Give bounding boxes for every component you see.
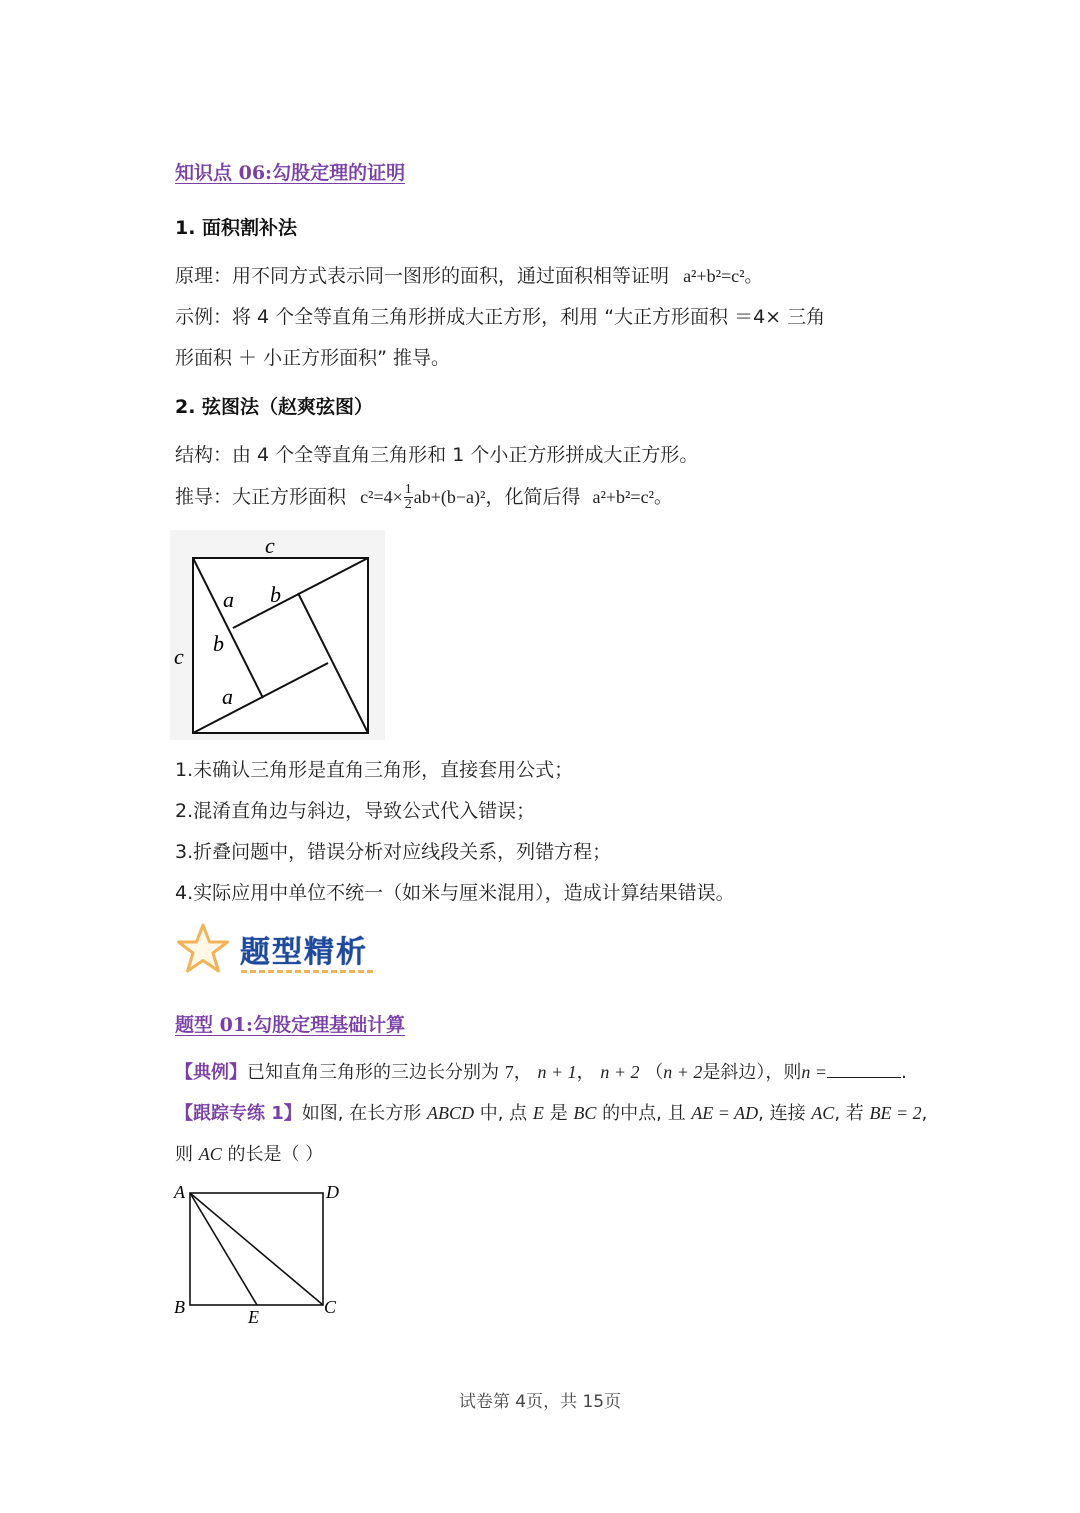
example-side-1: 7 xyxy=(504,1062,514,1082)
derivation-text: 推导：大正方形面积 xyxy=(175,486,347,508)
example-text-a: 已知直角三角形的三边长分别为 xyxy=(247,1062,499,1083)
practice-text-b: 中, 点 xyxy=(479,1103,528,1124)
practice-text-f: , 若 xyxy=(834,1103,864,1124)
point-e: E xyxy=(248,1307,259,1327)
practice-rect-name: ABCD xyxy=(426,1103,474,1123)
derivation-formula-b: ab+(b−a)² xyxy=(413,487,486,507)
vertex-a: A xyxy=(174,1182,185,1202)
method1-heading: 1. 面积割补法 xyxy=(175,217,298,239)
method1-example-line1: 示例：将 4 个全等直角三角形拼成大正方形，利用 “大正方形面积 ＝4× 三角 xyxy=(175,306,826,328)
section-title: 题型精析 xyxy=(240,935,368,970)
answer-blank[interactable] xyxy=(827,1061,901,1078)
mistake-item-2: 2.混淆直角边与斜边，导致公式代入错误； xyxy=(175,800,536,822)
practice-text-d: 的中点, 且 xyxy=(602,1103,686,1124)
mistake-item-4: 4.实际应用中单位不统一（如米与厘米混用），造成计算结果错误。 xyxy=(175,882,735,904)
star-icon xyxy=(175,922,231,976)
label-left-c: c xyxy=(174,644,184,669)
section-title-underline xyxy=(241,970,373,973)
practice-question-line2 xyxy=(175,1140,323,1166)
type01-title: 题型 01:勾股定理基础计算 xyxy=(175,1014,406,1036)
rectangle-abcd-figure xyxy=(170,1178,350,1328)
principle-text: 原理：用不同方式表示同一图形的面积，通过面积相等证明 xyxy=(175,265,670,287)
segment-ae xyxy=(190,1193,257,1305)
practice-question-line1 xyxy=(175,1099,927,1125)
fraction-denominator: 2 xyxy=(404,497,412,512)
method2-heading: 2. 弦图法（赵爽弦图） xyxy=(175,396,374,418)
example-text-b: （ xyxy=(645,1062,664,1083)
label-b-upper: b xyxy=(270,582,281,607)
practice-equation-2: BE = 2 xyxy=(869,1103,922,1123)
practice-equation-1: AE = AD xyxy=(691,1103,759,1123)
practice-text-i: 的长是（ ） xyxy=(227,1144,324,1165)
example-side-2: n + 1 xyxy=(537,1062,577,1082)
vertex-d: D xyxy=(326,1182,339,1202)
practice-point-e: E xyxy=(532,1103,544,1123)
one-half-fraction xyxy=(404,483,413,512)
mistake-item-3: 3.折叠问题中，错误分析对应线段关系，列错方程； xyxy=(175,841,612,863)
method2-derivation xyxy=(175,482,672,512)
method1-principle xyxy=(175,261,763,288)
label-a-lower: a xyxy=(222,684,233,709)
derivation-result: a²+b²=c²。 xyxy=(592,487,672,507)
page-footer: 试卷第 4页，共 15页 xyxy=(458,1392,622,1412)
vertex-c: C xyxy=(324,1297,337,1317)
label-a-upper: a xyxy=(223,587,234,612)
practice-text-e: , 连接 xyxy=(758,1103,806,1124)
example-tag: 【典例】 xyxy=(175,1062,247,1083)
method1-example-line2: 形面积 ＋ 小正方形面积” 推导。 xyxy=(175,347,450,369)
example-question: 【典例】已知直角三角形的三边长分别为 7， n + 1， n + 2 （n + 2是斜边），则n = . xyxy=(175,1062,907,1083)
principle-formula: a²+b²=c²。 xyxy=(683,266,763,286)
knowledge-point-title: 知识点 06:勾股定理的证明 xyxy=(175,162,406,184)
example-period: . xyxy=(901,1062,907,1083)
label-b-left: b xyxy=(213,631,224,656)
label-top-c: c xyxy=(265,533,275,558)
practice-text-h: 则 xyxy=(175,1144,193,1165)
example-side-3: n + 2 xyxy=(600,1062,640,1082)
mistake-item-1: 1.未确认三角形是直角三角形，直接套用公式； xyxy=(175,759,574,781)
practice-tag: 【跟踪专练 1】 xyxy=(175,1103,302,1124)
vertex-b: B xyxy=(174,1297,185,1317)
example-text-c: 是斜边），则 xyxy=(702,1062,802,1083)
example-hypotenuse: n + 2 xyxy=(663,1062,703,1082)
practice-text-g: , xyxy=(921,1103,928,1124)
derivation-formula-a: c²=4× xyxy=(360,487,403,507)
practice-text-c: 是 xyxy=(549,1103,568,1124)
fraction-numerator: 1 xyxy=(404,482,412,497)
segment-ac xyxy=(190,1193,323,1305)
method2-structure: 结构：由 4 个全等直角三角形和 1 个小正方形拼成大正方形。 xyxy=(175,444,699,466)
zhao-shuang-diagram xyxy=(170,530,385,740)
practice-segment-bc: BC xyxy=(573,1103,597,1123)
derivation-mid-text: ，化简后得 xyxy=(485,486,581,508)
example-unknown: n = xyxy=(801,1062,828,1082)
practice-segment-ac: AC xyxy=(811,1103,835,1123)
practice-segment-ac-2: AC xyxy=(198,1144,222,1164)
practice-text-a: 如图, 在长方形 xyxy=(301,1103,422,1124)
